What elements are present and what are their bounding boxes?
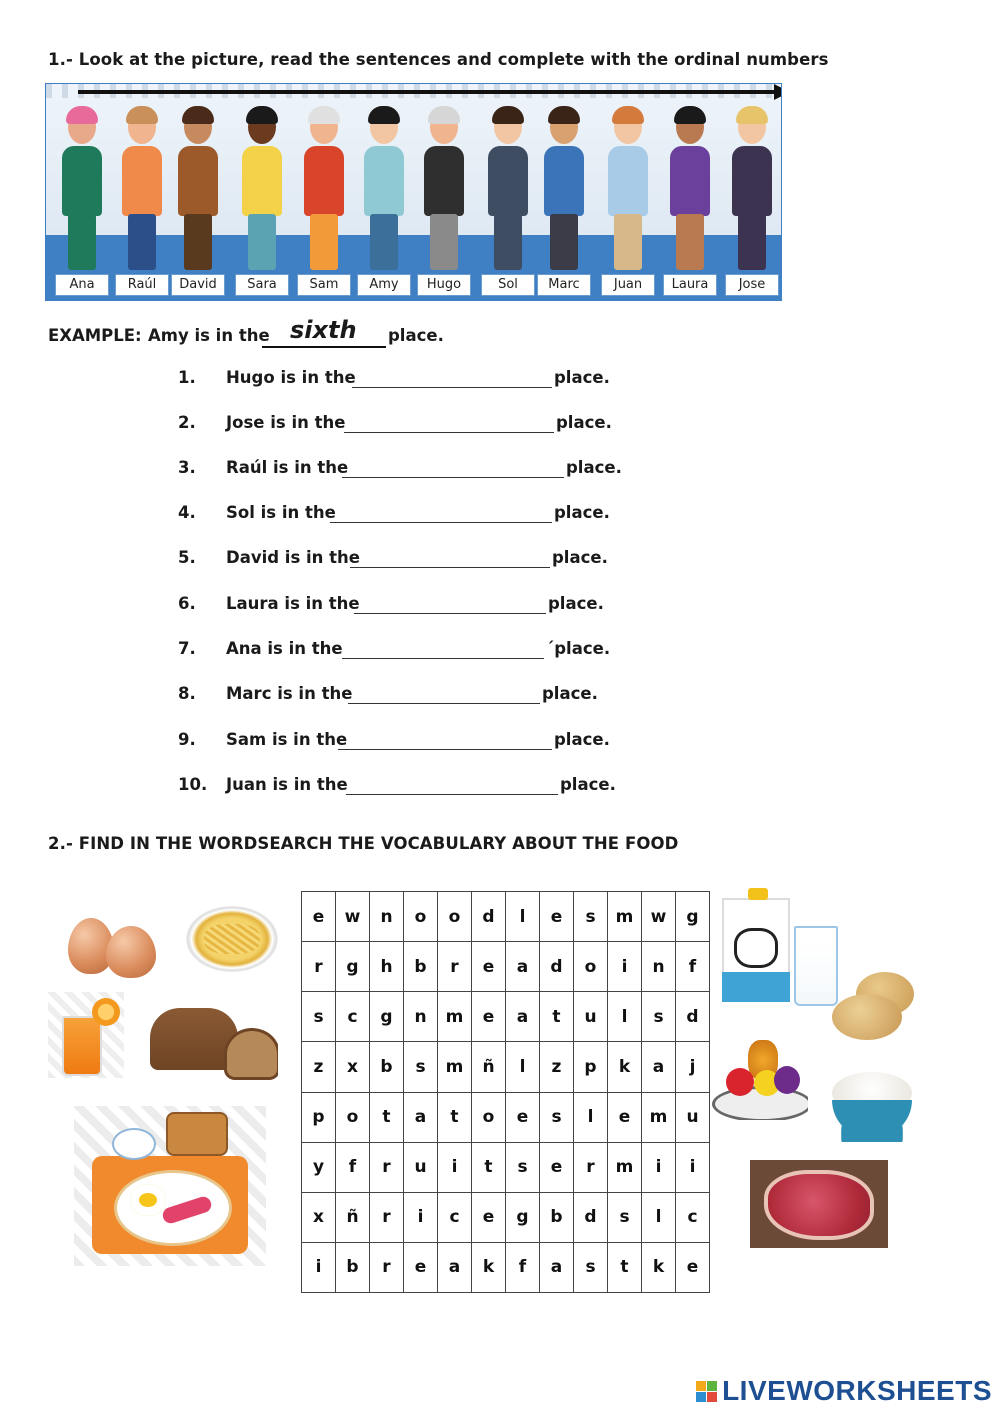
people-lineup-picture: [45, 83, 782, 301]
person-figure: [170, 104, 226, 276]
milk-picture: [718, 884, 840, 1008]
sentence-number: 5.: [178, 548, 196, 567]
example-answer: sixth: [290, 316, 357, 344]
wordsearch-cell[interactable]: y: [302, 1142, 336, 1192]
wordsearch-row: [302, 892, 710, 942]
liveworksheets-logo: [722, 1375, 992, 1407]
wordsearch-cell[interactable]: s: [302, 992, 336, 1042]
answer-blank[interactable]: [344, 432, 554, 433]
wordsearch-cell[interactable]: t: [438, 1092, 472, 1142]
wordsearch-cell[interactable]: e: [608, 1092, 642, 1142]
sentence-number: 1.: [178, 368, 196, 387]
sentence-number: 3.: [178, 458, 196, 477]
logo-text: LIVEWORKSHEETS: [722, 1375, 992, 1406]
fruits-picture: [708, 1036, 808, 1120]
wordsearch-cell[interactable]: z: [302, 1042, 336, 1092]
section-1-heading: 1.- Look at the picture, read the sentences and complete with the ordinal numbers: [48, 50, 829, 69]
wordsearch-cell[interactable]: d: [540, 942, 574, 992]
sentence-text: Marc is in the: [226, 684, 353, 703]
answer-blank[interactable]: [350, 567, 550, 568]
wordsearch-cell[interactable]: e: [472, 942, 506, 992]
sentence-tail: place.: [560, 775, 616, 794]
wordsearch-cell[interactable]: s: [506, 1142, 540, 1192]
wordsearch-cell[interactable]: f: [506, 1242, 540, 1292]
wordsearch-cell[interactable]: i: [608, 942, 642, 992]
meat-picture: [750, 1160, 888, 1248]
wordsearch-cell[interactable]: s: [608, 1192, 642, 1242]
wordsearch-cell[interactable]: w: [642, 892, 676, 942]
sentence-text: Ana is in the: [226, 639, 343, 658]
wordsearch-cell[interactable]: m: [438, 992, 472, 1042]
wordsearch-cell[interactable]: t: [370, 1092, 404, 1142]
sentence-number: 10.: [178, 775, 208, 794]
wordsearch-cell[interactable]: a: [404, 1092, 438, 1142]
wordsearch-cell[interactable]: n: [642, 942, 676, 992]
wordsearch-cell[interactable]: i: [302, 1242, 336, 1292]
person-figure: [416, 104, 472, 276]
person-name-label: Ana: [55, 274, 109, 296]
wordsearch-cell[interactable]: m: [642, 1092, 676, 1142]
answer-blank[interactable]: [352, 387, 552, 388]
wordsearch-cell[interactable]: g: [506, 1192, 540, 1242]
wordsearch-cell[interactable]: o: [438, 892, 472, 942]
sentence-tail: place.: [556, 413, 612, 432]
sentence-tail: place.: [548, 594, 604, 613]
wordsearch-cell[interactable]: e: [506, 1092, 540, 1142]
wordsearch-cell[interactable]: ñ: [472, 1042, 506, 1092]
wordsearch-cell[interactable]: c: [336, 992, 370, 1042]
person-name-label: Amy: [357, 274, 411, 296]
person-name-label: Sol: [481, 274, 535, 296]
wordsearch-cell[interactable]: o: [336, 1092, 370, 1142]
sentence-text: Raúl is in the: [226, 458, 349, 477]
person-figure: [536, 104, 592, 276]
orange-juice-picture: [48, 992, 124, 1078]
wordsearch-cell[interactable]: k: [608, 1042, 642, 1092]
wordsearch-row: [302, 992, 710, 1042]
wordsearch-cell[interactable]: m: [608, 892, 642, 942]
person-figure: [296, 104, 352, 276]
wordsearch-cell[interactable]: r: [302, 942, 336, 992]
wordsearch-cell[interactable]: p: [302, 1092, 336, 1142]
section-2-heading: 2.- FIND IN THE WORDSEARCH THE VOCABULARY ABOUT THE FOOD: [48, 834, 679, 853]
wordsearch-cell[interactable]: e: [540, 892, 574, 942]
potatoes-picture: [826, 970, 918, 1042]
wordsearch-row: [302, 1142, 710, 1192]
wordsearch-row: [302, 1042, 710, 1092]
wordsearch-row: [302, 1242, 710, 1292]
bread-picture: [148, 998, 278, 1082]
person-figure: [600, 104, 656, 276]
noodles-picture: [186, 906, 278, 972]
sentence-tail: place.: [552, 548, 608, 567]
sentence-text: Hugo is in the: [226, 368, 356, 387]
sentence-tail: place.: [554, 503, 610, 522]
wordsearch-cell[interactable]: x: [336, 1042, 370, 1092]
wordsearch-cell[interactable]: e: [676, 1242, 710, 1292]
wordsearch-cell[interactable]: l: [506, 1042, 540, 1092]
wordsearch-cell[interactable]: o: [472, 1092, 506, 1142]
sentence-number: 8.: [178, 684, 196, 703]
person-name-label: Sara: [235, 274, 289, 296]
wordsearch-cell[interactable]: g: [370, 992, 404, 1042]
wordsearch-cell[interactable]: p: [574, 1042, 608, 1092]
wordsearch-cell[interactable]: b: [540, 1192, 574, 1242]
person-figure: [662, 104, 718, 276]
person-figure: [356, 104, 412, 276]
wordsearch-cell[interactable]: o: [404, 892, 438, 942]
wordsearch-cell[interactable]: i: [404, 1192, 438, 1242]
wordsearch-cell[interactable]: f: [336, 1142, 370, 1192]
person-figure: [480, 104, 536, 276]
wordsearch-cell[interactable]: d: [574, 1192, 608, 1242]
wordsearch-cell[interactable]: j: [676, 1042, 710, 1092]
wordsearch-row: [302, 942, 710, 992]
wordsearch-cell[interactable]: g: [676, 892, 710, 942]
person-name-label: Juan: [601, 274, 655, 296]
wordsearch-cell[interactable]: e: [472, 1192, 506, 1242]
wordsearch-cell[interactable]: g: [336, 942, 370, 992]
wordsearch-cell[interactable]: l: [506, 892, 540, 942]
wordsearch-cell[interactable]: a: [506, 942, 540, 992]
sentence-tail: ´place.: [546, 639, 611, 658]
sentence-tail: place.: [542, 684, 598, 703]
person-name-label: David: [171, 274, 225, 296]
sentence-text: Jose is in the: [226, 413, 346, 432]
wordsearch-cell[interactable]: l: [574, 1092, 608, 1142]
wordsearch-cell[interactable]: l: [642, 1192, 676, 1242]
person-name-label: Raúl: [115, 274, 169, 296]
wordsearch-cell[interactable]: s: [540, 1092, 574, 1142]
wordsearch-cell[interactable]: a: [540, 1242, 574, 1292]
wordsearch-cell[interactable]: u: [676, 1092, 710, 1142]
wordsearch-cell[interactable]: e: [540, 1142, 574, 1192]
sentence-text: Sol is in the: [226, 503, 336, 522]
wordsearch-grid: [301, 891, 710, 1293]
sentence-tail: place.: [554, 730, 610, 749]
wordsearch-cell[interactable]: c: [676, 1192, 710, 1242]
sentence-number: 2.: [178, 413, 196, 432]
example-text: Amy is in the: [148, 326, 270, 345]
wordsearch-cell[interactable]: e: [472, 992, 506, 1042]
sentence-tail: place.: [566, 458, 622, 477]
logo-icon: [696, 1381, 718, 1403]
wordsearch-cell[interactable]: u: [404, 1142, 438, 1192]
wordsearch-cell[interactable]: a: [438, 1242, 472, 1292]
example-answer-line: [262, 316, 386, 348]
wordsearch-cell[interactable]: n: [404, 992, 438, 1042]
sentence-text: David is in the: [226, 548, 360, 567]
wordsearch-cell[interactable]: r: [438, 942, 472, 992]
sentence-number: 7.: [178, 639, 196, 658]
wordsearch-cell[interactable]: m: [608, 1142, 642, 1192]
wordsearch-cell[interactable]: r: [370, 1242, 404, 1292]
wordsearch-cell[interactable]: b: [404, 942, 438, 992]
person-figure: [114, 104, 170, 276]
sentence-number: 6.: [178, 594, 196, 613]
answer-blank[interactable]: [342, 658, 544, 659]
wordsearch-cell[interactable]: t: [608, 1242, 642, 1292]
arrow-head-icon: [774, 84, 782, 100]
wordsearch-cell[interactable]: k: [472, 1242, 506, 1292]
answer-blank[interactable]: [330, 522, 552, 523]
wordsearch-cell[interactable]: n: [370, 892, 404, 942]
wordsearch-cell[interactable]: w: [336, 892, 370, 942]
wordsearch-row: [302, 1192, 710, 1242]
person-name-label: Jose: [725, 274, 779, 296]
wordsearch-cell[interactable]: i: [676, 1142, 710, 1192]
wordsearch-cell[interactable]: l: [608, 992, 642, 1042]
person-figure: [54, 104, 110, 276]
rice-picture: [824, 1062, 920, 1142]
sentence-text: Sam is in the: [226, 730, 348, 749]
answer-blank[interactable]: [348, 703, 540, 704]
direction-arrow-icon: [78, 90, 778, 94]
wordsearch-cell[interactable]: z: [540, 1042, 574, 1092]
wordsearch-cell[interactable]: c: [438, 1192, 472, 1242]
example-label: EXAMPLE:: [48, 326, 142, 345]
answer-blank[interactable]: [346, 794, 558, 795]
wordsearch-cell[interactable]: s: [642, 992, 676, 1042]
sentence-number: 4.: [178, 503, 196, 522]
wordsearch-cell[interactable]: i: [642, 1142, 676, 1192]
wordsearch-cell[interactable]: r: [370, 1142, 404, 1192]
answer-blank[interactable]: [338, 749, 552, 750]
wordsearch-cell[interactable]: t: [472, 1142, 506, 1192]
person-name-label: Hugo: [417, 274, 471, 296]
wordsearch-cell[interactable]: t: [540, 992, 574, 1042]
wordsearch-cell[interactable]: s: [574, 1242, 608, 1292]
wordsearch-row: [302, 1092, 710, 1142]
wordsearch-cell[interactable]: e: [302, 892, 336, 942]
answer-blank[interactable]: [342, 477, 564, 478]
person-name-label: Laura: [663, 274, 717, 296]
wordsearch-cell[interactable]: d: [472, 892, 506, 942]
wordsearch-cell[interactable]: s: [574, 892, 608, 942]
wordsearch-cell[interactable]: r: [370, 1192, 404, 1242]
wordsearch-cell[interactable]: d: [676, 992, 710, 1042]
wordsearch-cell[interactable]: m: [438, 1042, 472, 1092]
eggs-picture: [62, 908, 166, 980]
wordsearch-cell[interactable]: b: [336, 1242, 370, 1292]
wordsearch-cell[interactable]: k: [642, 1242, 676, 1292]
wordsearch-cell[interactable]: f: [676, 942, 710, 992]
wordsearch-cell[interactable]: s: [404, 1042, 438, 1092]
wordsearch-cell[interactable]: ñ: [336, 1192, 370, 1242]
wordsearch-cell[interactable]: i: [438, 1142, 472, 1192]
wordsearch-cell[interactable]: b: [370, 1042, 404, 1092]
wordsearch-cell[interactable]: h: [370, 942, 404, 992]
wordsearch-cell[interactable]: a: [506, 992, 540, 1042]
person-name-label: Marc: [537, 274, 591, 296]
sentence-text: Laura is in the: [226, 594, 360, 613]
answer-blank[interactable]: [354, 613, 546, 614]
breakfast-picture: [74, 1106, 266, 1266]
sentence-number: 9.: [178, 730, 196, 749]
person-figure: [724, 104, 780, 276]
sentence-tail: place.: [554, 368, 610, 387]
wordsearch-cell[interactable]: a: [642, 1042, 676, 1092]
wordsearch-cell[interactable]: x: [302, 1192, 336, 1242]
sentence-text: Juan is in the: [226, 775, 348, 794]
person-figure: [234, 104, 290, 276]
person-name-label: Sam: [297, 274, 351, 296]
wordsearch-cell[interactable]: e: [404, 1242, 438, 1292]
example-tail: place.: [388, 326, 444, 345]
wordsearch-cell[interactable]: o: [574, 942, 608, 992]
wordsearch-cell[interactable]: r: [574, 1142, 608, 1192]
wordsearch-cell[interactable]: u: [574, 992, 608, 1042]
